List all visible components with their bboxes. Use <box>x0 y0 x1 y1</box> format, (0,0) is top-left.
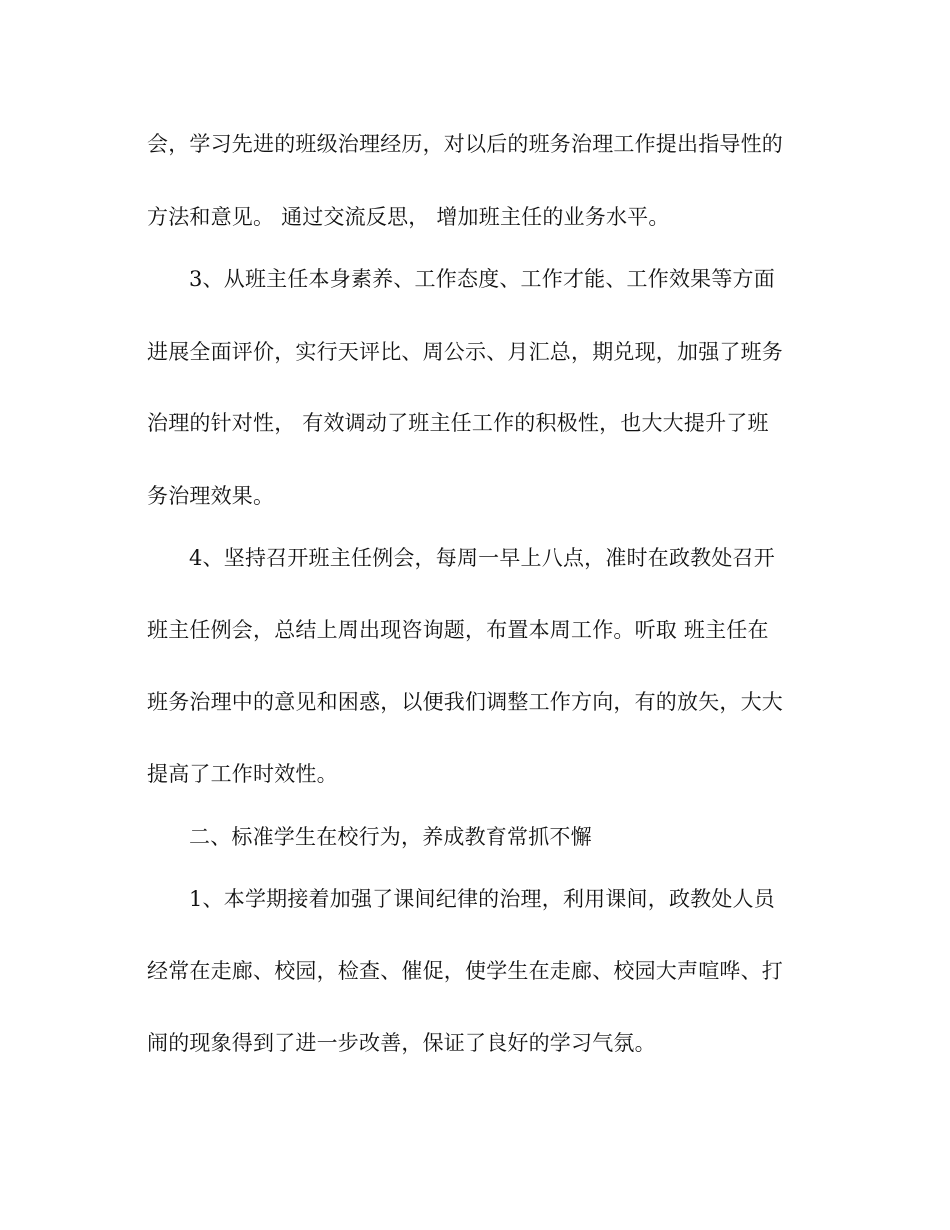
paragraph-4-start: 4、坚持召开班主任例会，每周一早上八点，准时在政教处召开 <box>189 546 775 570</box>
text-line: 经常在走廊、校园，检查、催促，使学生在走廊、校园大声喧哗、打 <box>147 959 783 983</box>
text-line: 进展全面评价，实行天评比、周公示、月汇总，期兑现，加强了班务 <box>147 340 783 364</box>
paragraph-1-start: 1、本学期接着加强了课间纪律的治理，利用课间，政教处人员 <box>189 887 775 911</box>
paragraph-3-start: 3、从班主任本身素养、工作态度、工作才能、工作效果等方面 <box>189 267 775 291</box>
text-line: 闹的现象得到了进一步改善，保证了良好的学习气氛。 <box>147 1031 656 1055</box>
section-heading: 二、标准学生在校行为，养成教育常抓不懈 <box>189 825 592 849</box>
text-line: 会，学习先进的班级治理经历，对以后的班务治理工作提出指导性的 <box>147 132 783 156</box>
text-line: 方法和意见。 通过交流反思， 增加班主任的业务水平。 <box>147 205 670 229</box>
text-line: 治理的针对性， 有效调动了班主任工作的积极性，也大大提升了班 <box>147 411 769 435</box>
text-line: 务治理效果。 <box>147 484 275 508</box>
text-line: 班务治理中的意见和困惑，以便我们调整工作方向，有的放矢，大大 <box>147 690 783 714</box>
text-line: 班主任例会，总结上周出现咨询题，布置本周工作。听取 班主任在 <box>147 618 769 642</box>
text-line: 提高了工作时效性。 <box>147 762 338 786</box>
